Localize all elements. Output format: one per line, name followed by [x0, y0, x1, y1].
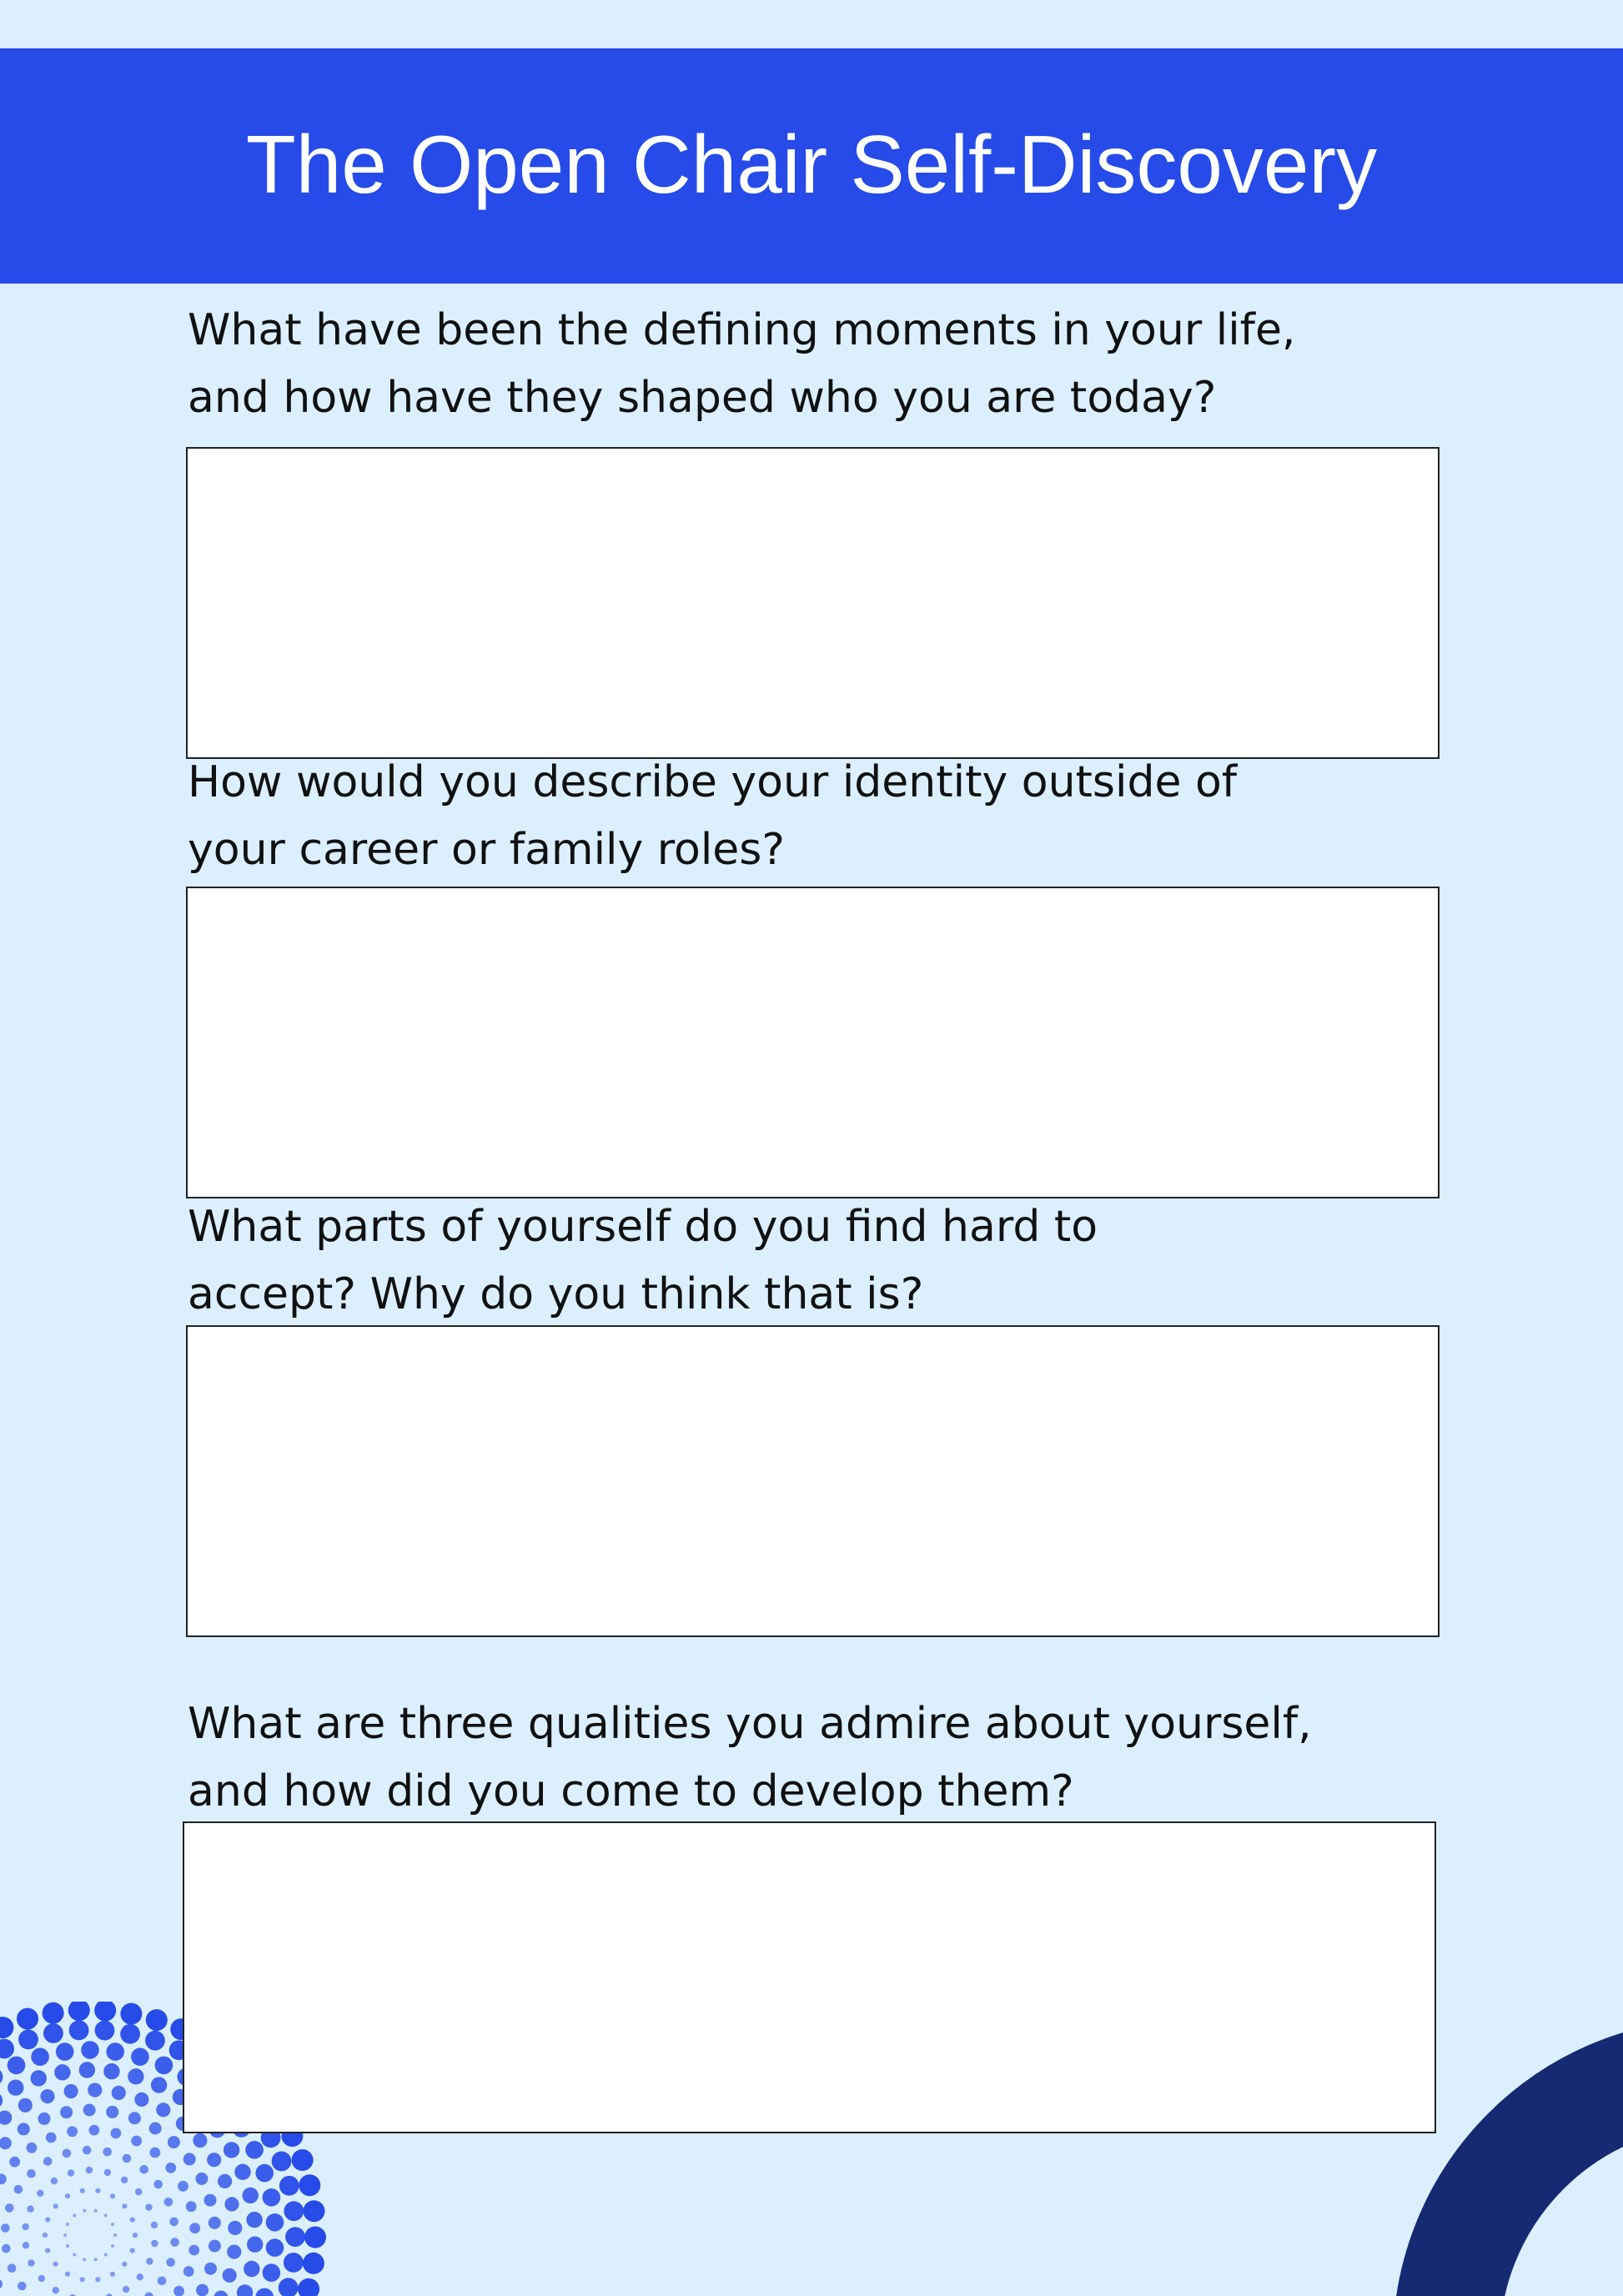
spiral-dot: [188, 2245, 199, 2256]
spiral-dot: [284, 2201, 304, 2221]
spiral-dot: [64, 2084, 78, 2098]
spiral-dot: [123, 2286, 129, 2293]
spiral-dot: [95, 2277, 100, 2282]
spiral-dot: [173, 2286, 184, 2296]
spiral-dot: [73, 2214, 76, 2218]
spiral-dot: [81, 2041, 99, 2059]
spiral-dot: [103, 2063, 119, 2079]
spiral-dot: [130, 2248, 135, 2253]
answer-box-2[interactable]: [186, 887, 1440, 1198]
spiral-dot: [1, 2223, 10, 2233]
page-title: The Open Chair Self-Discovery: [245, 118, 1378, 210]
spiral-dot: [104, 2253, 108, 2257]
spiral-dot: [224, 2142, 239, 2158]
spiral-dot: [83, 2258, 86, 2261]
question-1-text: What have been the defining moments in your life, and how have they shaped who you are today?: [188, 305, 1296, 423]
spiral-dot: [31, 2070, 47, 2086]
spiral-dot: [279, 2176, 299, 2196]
spiral-dot: [27, 2143, 38, 2153]
spiral-dot: [110, 2193, 115, 2198]
spiral-dot: [193, 2133, 207, 2148]
spiral-dot: [18, 2282, 27, 2291]
spiral-dot: [298, 2278, 319, 2296]
spiral-dot: [0, 2173, 7, 2184]
spiral-dot: [83, 2209, 86, 2213]
spiral-dot: [27, 2169, 36, 2178]
spiral-dot: [112, 2086, 126, 2100]
spiral-dot: [68, 2169, 74, 2176]
spiral-dot: [122, 2262, 127, 2267]
spiral-dot: [2, 2244, 11, 2253]
spiral-dot: [66, 2244, 69, 2248]
spiral-dot: [56, 2042, 74, 2061]
spiral-dot: [66, 2223, 69, 2226]
spiral-dot: [146, 2009, 168, 2031]
spiral-dot: [120, 2003, 142, 2025]
spiral-dot: [245, 2141, 264, 2159]
spiral-dot: [144, 2293, 153, 2296]
spiral-dot: [28, 2259, 34, 2266]
spiral-dot: [80, 2277, 85, 2282]
spiral-dot: [285, 2227, 305, 2247]
spiral-dot: [8, 2080, 23, 2096]
spiral-dot: [95, 2021, 115, 2041]
spiral-dot: [234, 2164, 250, 2180]
spiral-dot: [111, 2128, 122, 2139]
spiral-dot: [128, 2068, 143, 2084]
spiral-dot: [110, 2272, 115, 2277]
spiral-dot: [166, 2258, 175, 2267]
spiral-dot: [83, 2104, 96, 2117]
spiral-dot: [45, 2248, 50, 2253]
question-4-text: What are three qualities you admire about yourself, and how did you come to develop them?: [188, 1699, 1312, 1816]
spiral-dot: [246, 2212, 262, 2228]
spiral-dot: [228, 2221, 242, 2235]
spiral-dot: [65, 2193, 70, 2198]
spiral-dot: [218, 2174, 232, 2188]
spiral-dot: [131, 2136, 142, 2147]
spiral-dot: [53, 2262, 58, 2267]
spiral-dot: [214, 2291, 228, 2296]
spiral-dot: [86, 2167, 93, 2173]
spiral-dot: [60, 2106, 73, 2118]
spiral-dot: [18, 2030, 38, 2050]
spiral-dot: [204, 2263, 217, 2275]
spiral-dot: [53, 2287, 59, 2293]
spiral-dot: [65, 2272, 70, 2277]
spiral-dot: [151, 2077, 167, 2093]
question-3-text: What parts of yourself do you find hard to accept? Why do you think that is?: [188, 1202, 1098, 1319]
spiral-dot: [255, 2164, 274, 2183]
spiral-dot: [145, 2031, 165, 2051]
spiral-dot: [207, 2153, 221, 2167]
spiral-dot: [266, 2213, 284, 2232]
spiral-dot: [139, 2165, 148, 2174]
spiral-dot: [247, 2237, 263, 2253]
spiral-dot: [79, 2062, 95, 2077]
spiral-dot: [266, 2238, 284, 2257]
spiral-dot: [272, 2152, 292, 2172]
spiral-dot: [113, 2233, 117, 2237]
spiral-dot: [121, 2177, 128, 2183]
spiral-dot: [8, 2263, 17, 2273]
spiral-dot: [209, 2217, 221, 2229]
spiral-dot: [227, 2245, 241, 2259]
spiral-dot: [14, 2185, 23, 2194]
spiral-dot: [244, 2261, 259, 2277]
spiral-dot: [9, 2157, 20, 2168]
spiral-dot: [17, 2008, 38, 2030]
spiral-dot: [94, 2258, 98, 2261]
spiral-dot: [263, 2188, 281, 2207]
spiral-dot: [63, 2233, 67, 2237]
spiral-dot: [304, 2227, 326, 2248]
spiral-dot: [0, 2068, 3, 2087]
spiral-dot: [279, 2278, 299, 2296]
spiral-dot: [151, 2222, 158, 2228]
spiral-dot: [83, 2146, 92, 2155]
spiral-dot: [111, 2244, 114, 2248]
spiral-dot: [209, 2240, 221, 2253]
spiral-dot: [95, 2188, 100, 2193]
answer-box-3[interactable]: [186, 1325, 1440, 1637]
spiral-dot: [104, 2169, 111, 2176]
spiral-dot: [151, 2240, 158, 2247]
spiral-dot: [5, 2203, 14, 2213]
spiral-dot: [0, 2093, 3, 2108]
question-2-text: How would you describe your identity outside of your career or family roles?: [188, 757, 1238, 875]
spiral-dot: [89, 2125, 100, 2136]
spiral-dot: [73, 2253, 76, 2257]
spiral-dot: [131, 2047, 149, 2066]
spiral-dot: [223, 2268, 237, 2283]
spiral-dot: [0, 2137, 12, 2149]
spiral-dot: [8, 2057, 26, 2075]
spiral-dot: [43, 2002, 64, 2024]
spiral-dot: [122, 2203, 127, 2208]
spiral-dot: [104, 2214, 108, 2218]
spiral-dot: [303, 2253, 324, 2274]
spiral-dot: [54, 2064, 70, 2080]
spiral-dot: [46, 2133, 57, 2143]
spiral-dot: [43, 2157, 53, 2166]
spiral-dot: [106, 2042, 124, 2061]
spiral-dot: [183, 2266, 194, 2277]
spiral-dot: [22, 2223, 28, 2230]
spiral-dot: [145, 2203, 152, 2210]
spiral-dot: [304, 2200, 325, 2222]
spiral-dot: [120, 2024, 140, 2044]
spiral-dot: [53, 2203, 58, 2208]
spiral-dot: [204, 2194, 217, 2207]
spiral-dot: [106, 2106, 118, 2118]
spiral-dot: [45, 2217, 50, 2222]
spiral-dot: [130, 2218, 135, 2223]
spiral-dot: [155, 2057, 173, 2075]
spiral-dot: [195, 2173, 208, 2185]
spiral-dot: [178, 2181, 188, 2192]
spiral-dot: [186, 2201, 197, 2212]
spiral-dot: [43, 2023, 63, 2043]
spiral-dot: [255, 2288, 274, 2296]
spiral-dot: [37, 2190, 43, 2197]
spiral-dot: [38, 2113, 51, 2125]
spiral-dot: [224, 2197, 239, 2211]
spiral-dot: [133, 2233, 138, 2238]
spiral-dot: [168, 2136, 180, 2148]
page-header: [0, 48, 1623, 284]
spiral-dot: [128, 2112, 141, 2124]
spiral-dot: [146, 2258, 153, 2264]
spiral-dot: [0, 2111, 12, 2125]
spiral-dot: [169, 2218, 178, 2227]
spiral-dot: [0, 2017, 13, 2038]
spiral-dot: [67, 2126, 78, 2137]
spiral-dot: [43, 2233, 48, 2238]
spiral-dot: [134, 2093, 148, 2107]
spiral-dot: [111, 2223, 114, 2226]
spiral-dot: [153, 2180, 163, 2189]
arc-ring-icon: [1393, 2018, 1623, 2296]
spiral-dot: [40, 2089, 54, 2103]
spiral-dot: [0, 2278, 3, 2289]
spiral-dot: [189, 2223, 200, 2233]
answer-box-1[interactable]: [186, 447, 1440, 759]
spiral-dot: [137, 2273, 143, 2280]
spiral-dot: [164, 2198, 173, 2207]
spiral-dot: [103, 2148, 112, 2157]
spiral-dot: [158, 2277, 167, 2286]
spiral-dot: [284, 2253, 304, 2273]
spiral-dot: [23, 2242, 29, 2248]
spiral-dot: [38, 2275, 45, 2282]
spiral-dot: [18, 2098, 33, 2113]
spiral-dot: [69, 2021, 89, 2041]
spiral-dot: [0, 2039, 14, 2059]
spiral-dot: [88, 2083, 102, 2098]
spiral-dot: [299, 2174, 320, 2196]
spiral-dot: [183, 2153, 196, 2165]
spiral-dot: [292, 2149, 314, 2171]
spiral-dot: [170, 2238, 179, 2247]
spiral-dot: [68, 2002, 90, 2021]
spiral-dot: [31, 2047, 49, 2066]
spiral-dot: [135, 2188, 142, 2195]
spiral-dot: [196, 2284, 209, 2296]
spiral-dot: [237, 2284, 253, 2296]
spiral-dot: [263, 2263, 281, 2282]
spiral-dot: [27, 2205, 33, 2212]
spiral-dot: [243, 2188, 259, 2203]
spiral-dot: [80, 2188, 85, 2193]
spiral-dot: [51, 2178, 58, 2184]
spiral-dot: [94, 2002, 116, 2022]
spiral-dot: [94, 2209, 98, 2213]
spiral-dot: [150, 2148, 161, 2158]
spiral-dot: [123, 2154, 132, 2163]
answer-box-4[interactable]: [183, 1821, 1436, 2133]
spiral-dot: [165, 2163, 176, 2173]
spiral-dot: [156, 2103, 170, 2117]
spiral-dot: [18, 2123, 30, 2135]
spiral-dot: [63, 2149, 72, 2158]
spiral-dot: [149, 2123, 162, 2135]
